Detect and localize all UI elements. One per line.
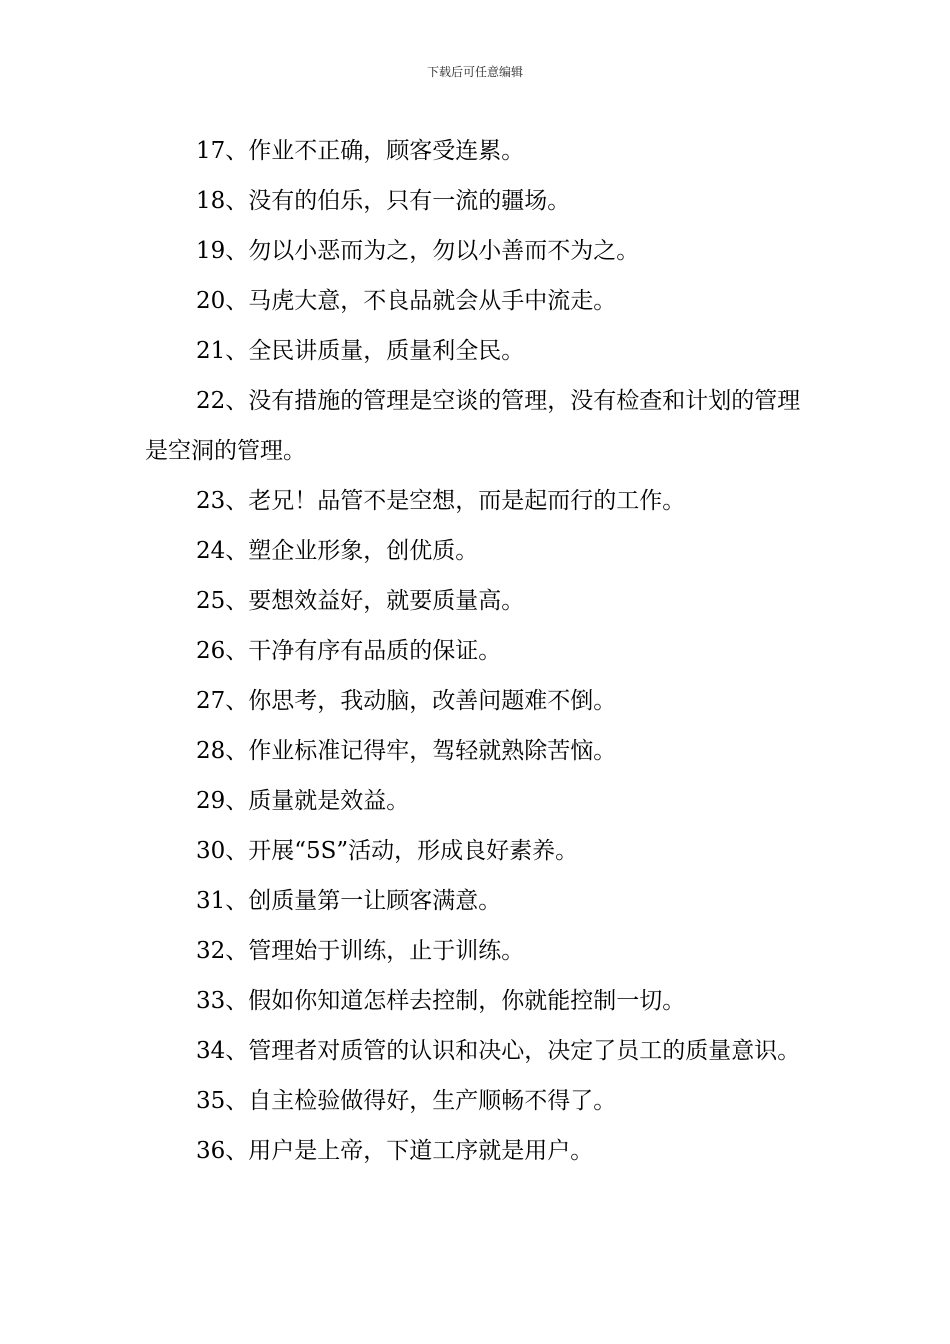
paragraph-23: 23、老兄！品管不是空想，而是起而行的工作。 (196, 488, 686, 514)
paragraph-33: 33、假如你知道怎样去控制，你就能控制一切。 (196, 988, 686, 1014)
paragraph-32: 32、管理始于训练，止于训练。 (196, 938, 525, 964)
paragraph-22: 22、没有措施的管理是空谈的管理，没有检查和计划的管理是空洞的管理。 (145, 388, 801, 464)
paragraph-21: 21、全民讲质量，质量利全民。 (196, 338, 525, 364)
paragraph-17: 17、作业不正确，顾客受连累。 (196, 138, 525, 164)
paragraph-28: 28、作业标准记得牢，驾轻就熟除苦恼。 (196, 738, 617, 764)
page-header: 下载后可任意编辑 (426, 65, 523, 79)
paragraph-35: 35、自主检验做得好，生产顺畅不得了。 (196, 1088, 617, 1114)
paragraph-34: 34、管理者对质管的认识和决心，决定了员工的质量意识。 (196, 1038, 801, 1064)
paragraph-30: 30、开展“5S”活动，形成良好素养。 (196, 838, 579, 864)
paragraph-24: 24、塑企业形象，创优质。 (196, 538, 479, 564)
paragraph-27: 27、你思考，我动脑，改善问题难不倒。 (196, 688, 617, 714)
paragraph-19: 19、勿以小恶而为之，勿以小善而不为之。 (196, 238, 640, 264)
document-body (145, 126, 810, 1176)
paragraph-18: 18、没有的伯乐，只有一流的疆场。 (196, 188, 571, 214)
paragraph-26: 26、干净有序有品质的保证。 (196, 638, 502, 664)
paragraph-20: 20、马虎大意，不良品就会从手中流走。 (196, 288, 617, 314)
paragraph-36: 36、用户是上帝，下道工序就是用户。 (196, 1138, 594, 1164)
paragraph-25: 25、要想效益好，就要质量高。 (196, 588, 525, 614)
paragraph-29: 29、质量就是效益。 (196, 788, 410, 814)
paragraph-31: 31、创质量第一让顾客满意。 (196, 888, 502, 914)
